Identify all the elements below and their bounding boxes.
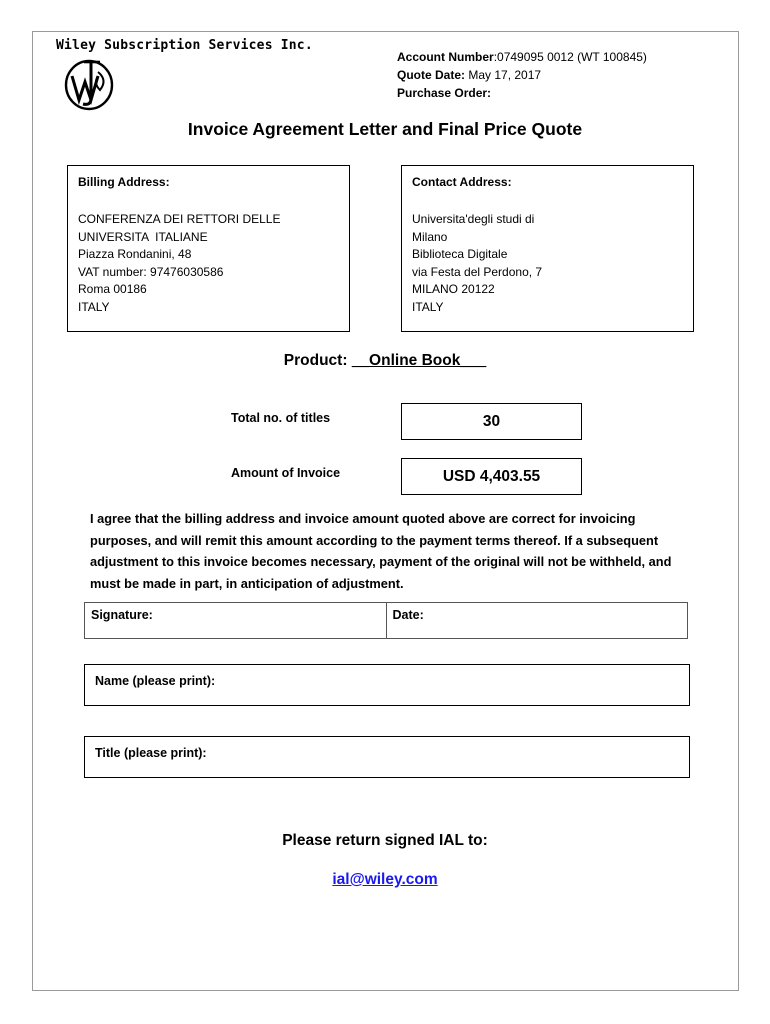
billing-line: VAT number: 97476030586 [78,264,224,279]
name-label: Name (please print): [95,674,216,688]
billing-line: UNIVERSITA ITALIANE [78,229,208,244]
contact-line: Biblioteca Digitale [412,247,508,261]
contact-address-box [401,165,694,332]
page-title: Invoice Agreement Letter and Final Price Quote [187,119,583,139]
invoice-amount-value: USD 4,403.55 [401,458,582,495]
purchase-order-label: Purchase Order: [397,86,492,100]
quote-date-label: Quote Date: [397,68,466,82]
quote-date-value: May 17, 2017 [465,68,542,82]
invoice-amount-label: Amount of Invoice [231,466,341,480]
date-label: Date: [392,608,424,622]
name-field[interactable] [84,664,690,706]
contact-address-lines [412,211,542,316]
billing-address-box [67,165,350,332]
billing-line: CONFERENZA DEI RETTORI DELLE [78,212,281,226]
billing-address-lines [78,211,280,316]
contact-line: via Festa del Perdono, 7 [412,264,543,279]
product-line [0,352,770,370]
return-instruction: Please return signed IAL to: [282,832,488,849]
signature-field[interactable] [85,603,386,638]
date-field[interactable] [386,603,688,638]
account-number-value: :0749095 0012 (WT 100845) [493,50,647,64]
total-titles-value: 30 [401,403,582,440]
total-titles-label: Total no. of titles [231,411,331,425]
return-email-link[interactable]: ial@wiley.com [332,871,438,888]
title-field[interactable] [84,736,690,778]
product-label: Product: [283,352,352,369]
billing-address-label: Billing Address: [78,175,170,189]
title-label: Title (please print): [95,746,207,760]
signature-label: Signature: [91,608,153,622]
billing-line: Piazza Rondanini, 48 [78,247,192,261]
company-name: Wiley Subscription Services Inc. [56,38,313,53]
contact-line: Milano [412,229,448,244]
contact-line: ITALY [412,299,444,314]
contact-line: Universita'degli studi di [412,212,535,226]
billing-line: Roma 00186 [78,282,147,296]
account-info [397,48,647,102]
signature-date-row [84,602,688,639]
billing-line: ITALY [78,299,110,314]
contact-line: MILANO 20122 [412,282,495,296]
account-number-label: Account Number [397,50,494,64]
wiley-logo [64,54,114,112]
contact-address-label: Contact Address: [412,175,512,189]
agreement-text: I agree that the billing address and invoice amount quoted above are correct for invoicing purposes, and will remit this amount according to the payment terms thereof. If a subsequent adjustment to this invoice becomes necessary, payment of the original will not be withheld, and must be made in part, in anticipation of adjustment. [90,511,672,591]
product-value: __Online Book___ [351,352,487,369]
